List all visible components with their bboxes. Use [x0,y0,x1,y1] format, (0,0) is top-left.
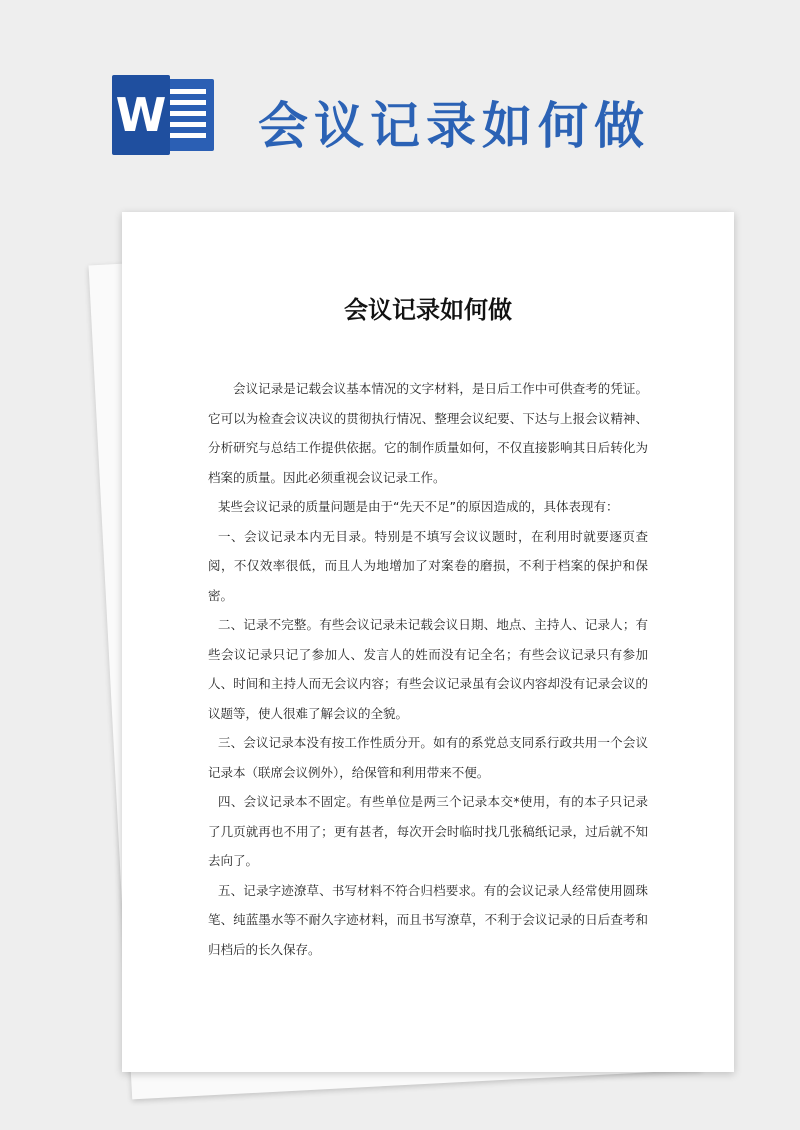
banner-title: 会议记录如何做 [258,97,650,155]
body-paragraph: 二、记录不完整。有些会议记录未记载会议日期、地点、主持人、记录人；有些会议记录只记了参加人、发言人的姓而没有记全名；有些会议记录只有参加人、时间和主持人而无会议内容；有些会议记录虽有会议内容却没有记录会议的议题等，使人很难了解会议的全貌。 [208,617,648,721]
body-paragraph: 三、会议记录本没有按工作性质分开。如有的系党总支同系行政共用一个会议记录本（联席会议例外），给保管和利用带来不便。 [208,735,648,780]
header-banner [0,0,800,200]
document-title: 会议记录如何做 [344,296,512,324]
word-logo-letter: W [112,75,170,155]
body-paragraph: 一、会议记录本内无目录。特别是不填写会议议题时，在利用时就要逐页查阅，不仅效率很低，而且人为地增加了对案卷的磨损，不利于档案的保护和保密。 [208,528,648,603]
body-paragraph: 四、会议记录本不固定。有些单位是两三个记录本交*使用，有的本子只记录了几页就再也不用了；更有甚者，每次开会时临时找几张稿纸记录，过后就不知去向了。 [208,794,648,868]
body-paragraph: 某些会议记录的质量问题是由于“先天不足”的原因造成的，具体表现有： [218,499,619,514]
document-page [122,212,734,1072]
body-paragraph: 会议记录是记载会议基本情况的文字材料，是日后工作中可供查考的凭证。它可以为检查会议决议的贯彻执行情况、整理会议纪要、下达与上报会议精神、分析研究与总结工作提供依据。它的制作质量如何，不仅直接影响其日后转化为档案的质量。因此必须重视会议记录工作。 [208,381,648,485]
word-document-icon [112,75,216,155]
document-body [208,374,648,964]
body-paragraph: 五、记录字迹潦草、书写材料不符合归档要求。有的会议记录人经常使用圆珠笔、纯蓝墨水等不耐久字迹材料，而且书写潦草，不利于会议记录的日后查考和归档后的长久保存。 [208,882,648,957]
